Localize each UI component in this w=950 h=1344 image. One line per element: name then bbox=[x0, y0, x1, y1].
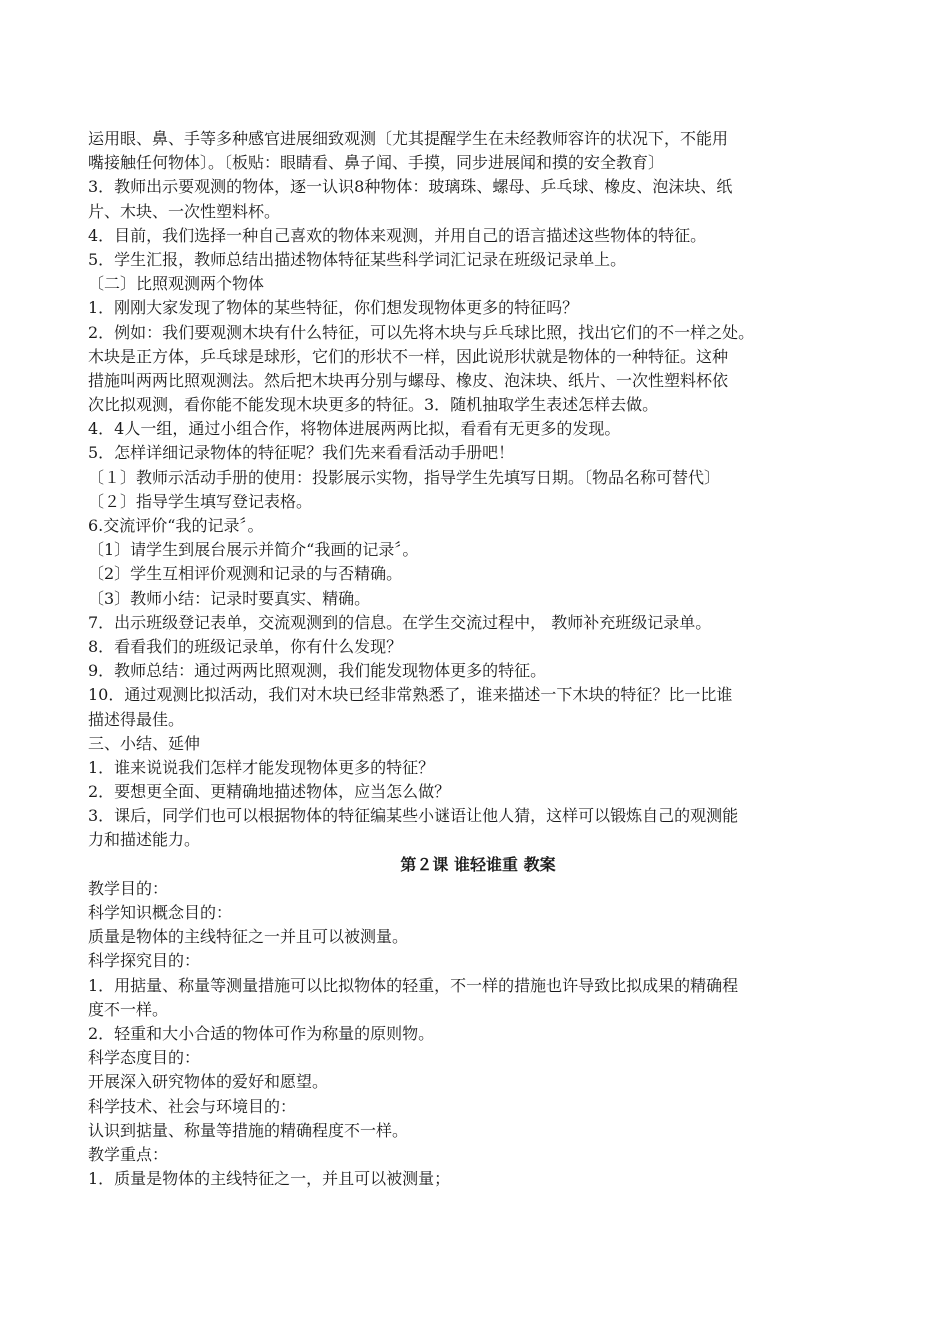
text-line: 6.交流评价“我的记录〞。 bbox=[88, 516, 264, 535]
text-line: 4．目前，我们选择一种自己喜欢的物体来观测，并用自己的语言描述这些物体的特征。 bbox=[88, 225, 707, 245]
text-line: 〔3〕教师小结：记录时要真实、精确。 bbox=[88, 588, 371, 608]
text-line: 教学重点： bbox=[88, 1144, 169, 1164]
document-body bbox=[88, 127, 868, 1191]
text-line: 9．教师总结：通过两两比照观测，我们能发现物体更多的特征。 bbox=[88, 661, 547, 681]
text-line: 〔１〕教师示活动手册的使用：投影展示实物，指导学生先填写日期。〔物品名称可替代〕 bbox=[88, 467, 721, 487]
text-line: 〔2〕学生互相评价观测和记录的与否精确。 bbox=[88, 564, 403, 584]
text-line: 7．出示班级登记表单，交流观测到的信息。在学生交流过程中， 教师补充班级记录单。 bbox=[88, 612, 712, 632]
text-line: 描述得最佳。 bbox=[88, 709, 185, 729]
text-line: 科学态度目的： bbox=[88, 1048, 201, 1068]
text-line: 1．谁来说说我们怎样才能发现物体更多的特征？ bbox=[88, 757, 435, 777]
text-line: 3．教师出示要观测的物体，逐一认识8种物体：玻璃珠、螺母、乒乓球、橡皮、泡沫块、纸 bbox=[88, 177, 733, 197]
text-line: 次比拟观测，看你能不能发现木块更多的特征。3．随机抽取学生表述怎样去做。 bbox=[88, 395, 659, 415]
text-line: 1．用掂量、称量等测量措施可以比拟物体的轻重，不一样的措施也许导致比拟成果的精确程 bbox=[88, 975, 739, 995]
text-line: 开展深入研究物体的爱好和愿望。 bbox=[88, 1072, 329, 1092]
text-line: 片、木块、一次性塑料杯。 bbox=[88, 201, 281, 221]
text-line: 1．刚刚大家发现了物体的某些特征，你们想发现物体更多的特征吗？ bbox=[88, 298, 579, 318]
text-line: 科学探究目的： bbox=[88, 951, 201, 971]
text-line: 2．要想更全面、更精确地描述物体，应当怎么做？ bbox=[88, 782, 451, 802]
text-line: 3．课后，同学们也可以根据物体的特征编某些小谜语让他人猜，这样可以锻炼自己的观测能 bbox=[88, 806, 739, 826]
text-line: 力和描述能力。 bbox=[88, 830, 201, 850]
text-line: 质量是物体的主线特征之一并且可以被测量。 bbox=[88, 927, 409, 947]
text-line: 5．怎样详细记录物体的特征呢？我们先来看看活动手册吧！ bbox=[88, 443, 515, 463]
text-line: 运用眼、鼻、手等多种感官进展细致观测〔尤其提醒学生在未经教师容许的状况下，不能用 bbox=[88, 129, 729, 148]
section-heading: 三、小结、延伸 bbox=[88, 733, 201, 753]
text-line: 教学目的： bbox=[88, 878, 169, 898]
text-line: 措施叫两两比照观测法。然后把木块再分别与螺母、橡皮、泡沫块、纸片、一次性塑料杯依 bbox=[88, 370, 729, 390]
lesson-title: 第２课 谁轻谁重 教案 bbox=[400, 854, 556, 874]
text-line: 2．轻重和大小合适的物体可作为称量的原则物。 bbox=[88, 1023, 435, 1043]
text-line: 2．例如：我们要观测木块有什么特征，可以先将木块与乒乓球比照，找出它们的不一样之处。 bbox=[88, 322, 755, 342]
text-line: 〔２〕指导学生填写登记表格。 bbox=[88, 491, 313, 511]
text-line: 科学技术、社会与环境目的： bbox=[88, 1096, 297, 1116]
text-line: 1．质量是物体的主线特征之一，并且可以被测量； bbox=[88, 1169, 451, 1189]
text-line: 8．看看我们的班级记录单，你有什么发现？ bbox=[88, 636, 403, 656]
text-line: 10．通过观测比拟活动，我们对木块已经非常熟悉了，谁来描述一下木块的特征？比一比谁 bbox=[88, 685, 733, 705]
text-line: 科学知识概念目的： bbox=[88, 903, 233, 922]
text-line: 度不一样。 bbox=[88, 999, 169, 1019]
text-line: 嘴接触任何物体〕。〔板贴：眼睛看、鼻子闻、手摸，同步进展闻和摸的安全教育〕 bbox=[88, 153, 665, 173]
section-heading: 〔二〕比照观测两个物体 bbox=[88, 274, 265, 294]
text-line: 认识到掂量、称量等措施的精确程度不一样。 bbox=[88, 1120, 409, 1140]
text-line: 〔1〕请学生到展台展示并简介“我画的记录〞。 bbox=[88, 540, 419, 560]
text-line: 5．学生汇报，教师总结出描述物体特征某些科学词汇记录在班级记录单上。 bbox=[88, 249, 627, 269]
text-line: 木块是正方体，乒乓球是球形，它们的形状不一样，因此说形状就是物体的一种特征。这种 bbox=[88, 346, 729, 366]
text-line: 4．4人一组，通过小组合作，将物体进展两两比拟，看看有无更多的发现。 bbox=[88, 419, 621, 439]
